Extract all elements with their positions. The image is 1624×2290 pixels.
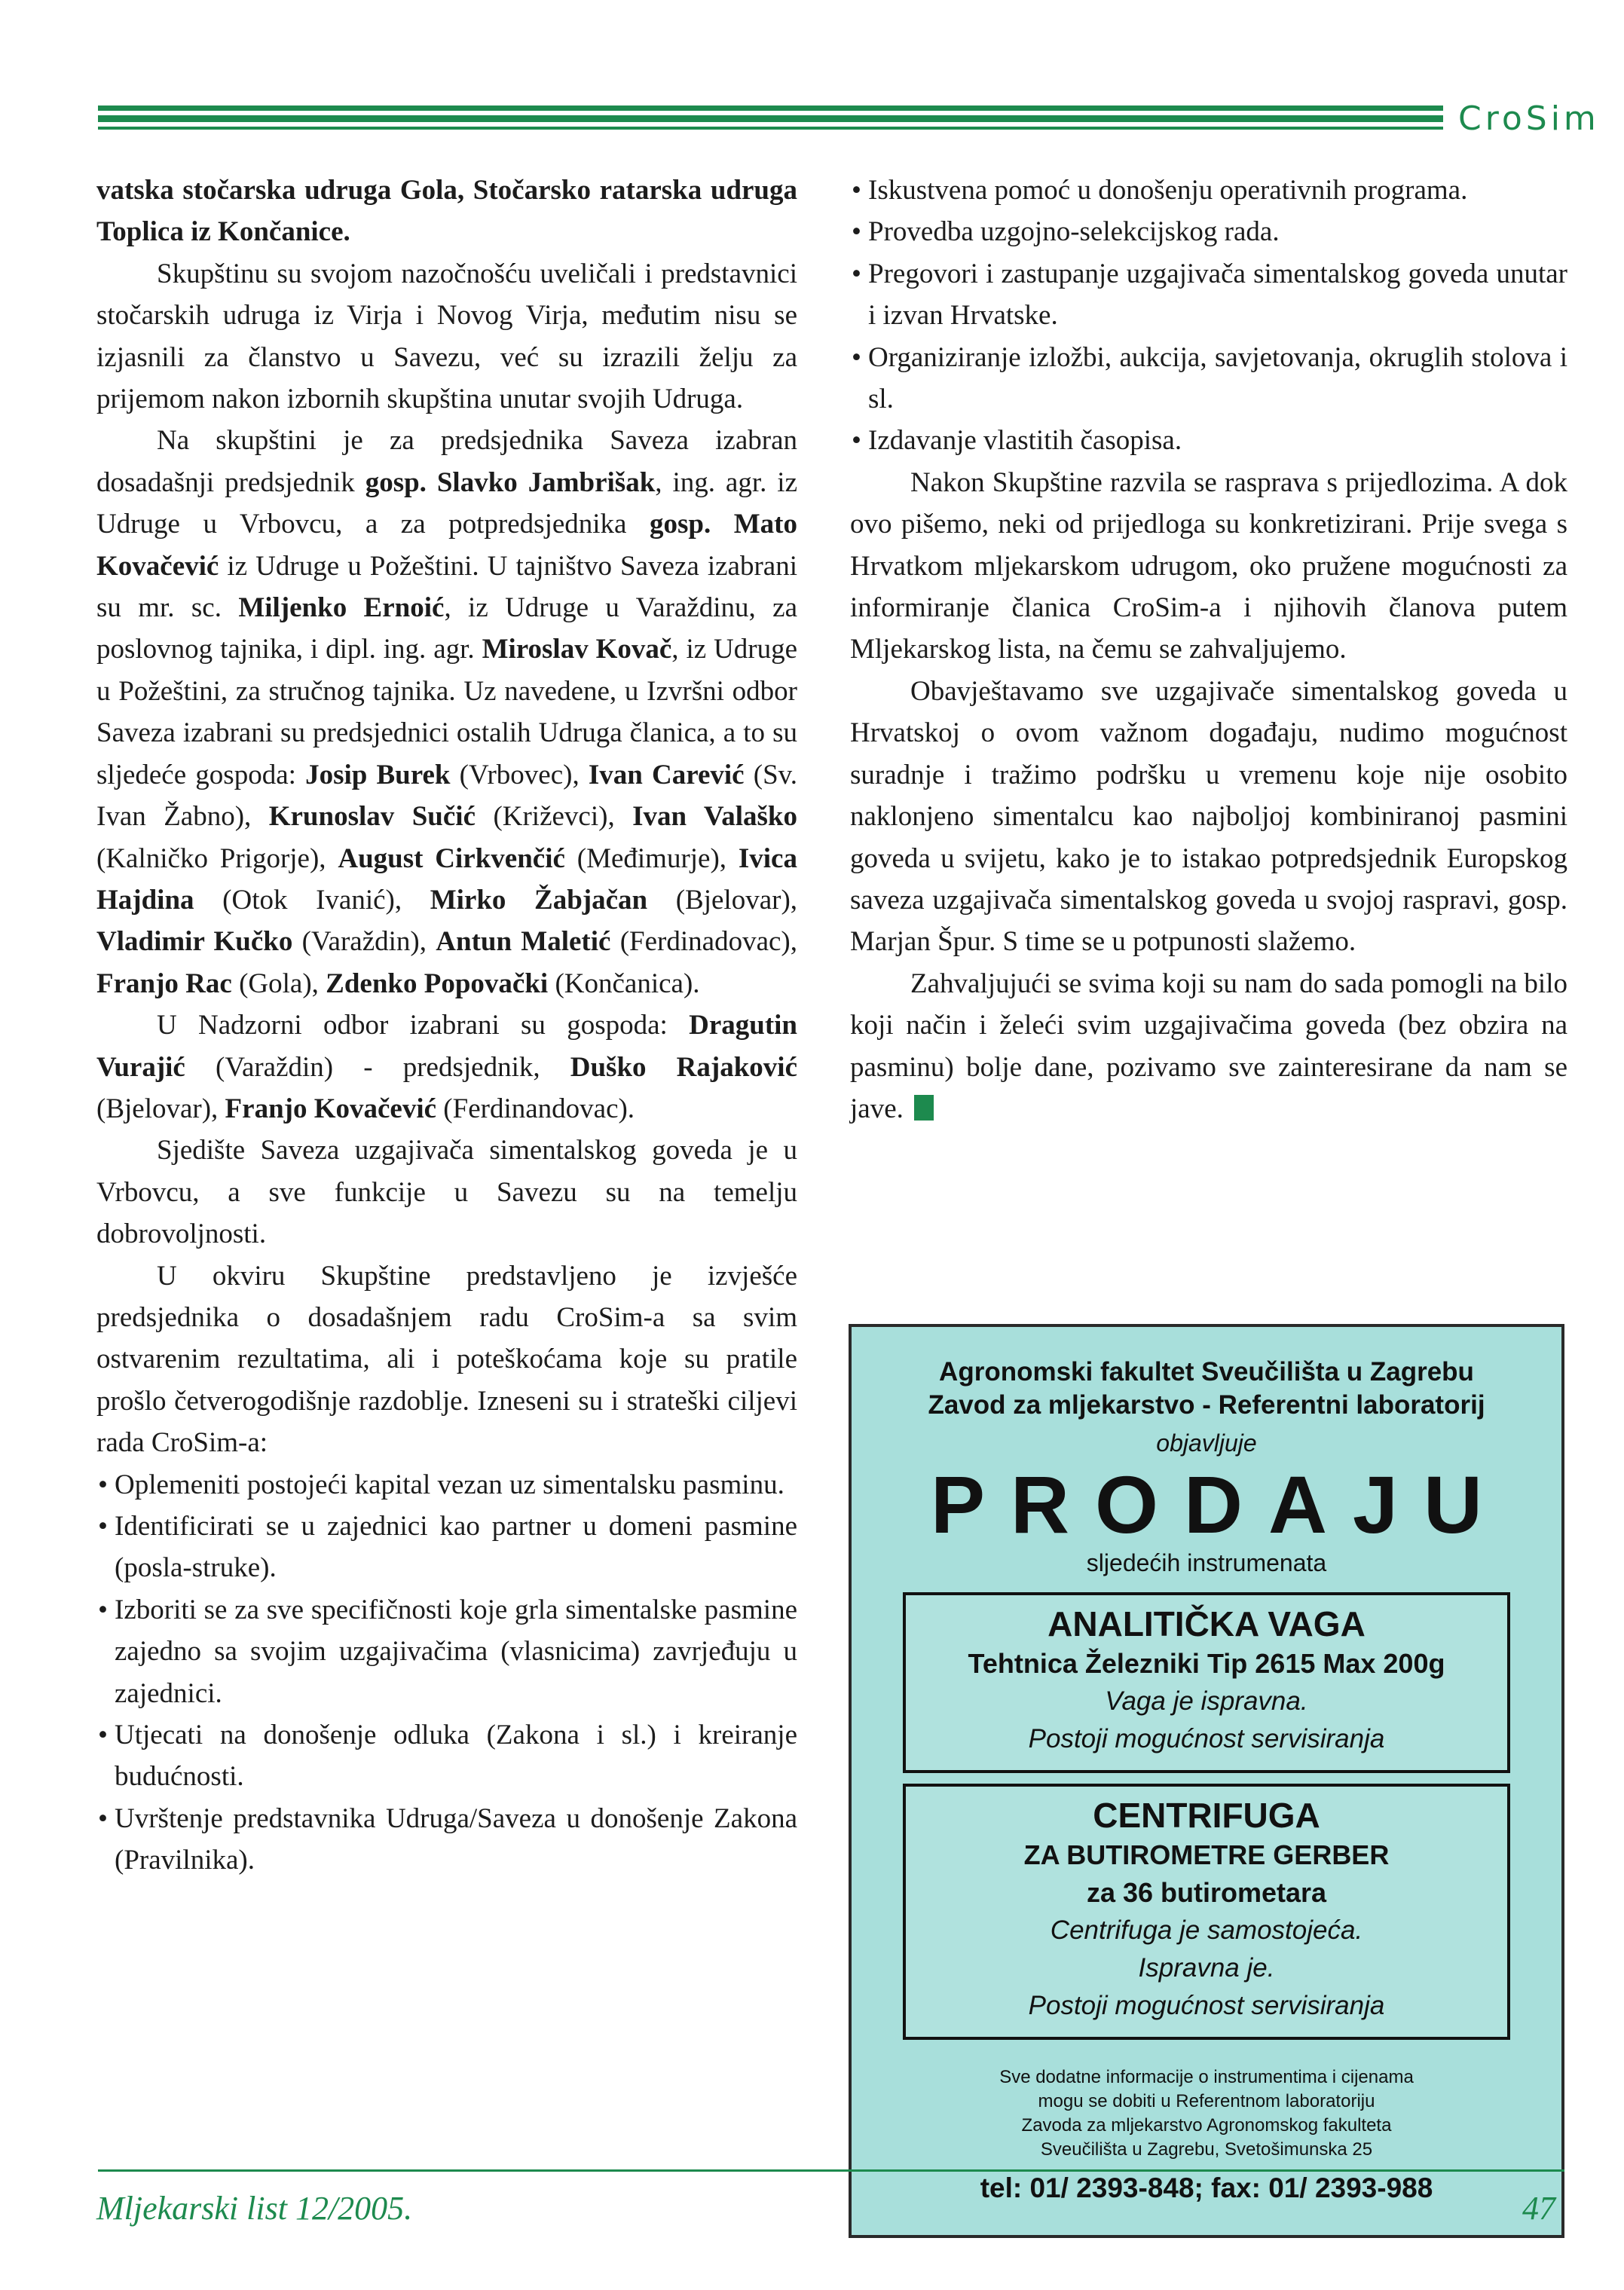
list-item: • Izboriti se za sve specifičnosti koje grla simentalske pasmine zajedno sa svojim uzgajivačima (vlasnicima) zavrjeđuju u zajednici. <box>96 1589 797 1714</box>
ad-subheadline: sljedećih instrumenata <box>1086 1549 1327 1576</box>
list-item: • Uvrštenje predstavnika Udruga/Saveza u donošenje Zakona (Pravilnika). <box>96 1798 797 1882</box>
ad-institution: Agronomski fakultet Sveučilišta u Zagrebu Zavod za mljekarstvo - Referentni laboratorij <box>928 1357 1485 1420</box>
article-end-mark <box>914 1095 934 1121</box>
list-item: • Iskustvena pomoć u donošenju operativnih programa. <box>850 170 1567 211</box>
journal-issue: Mljekarski list 12/2005. <box>96 2190 413 2227</box>
left-paragraph-3: Na skupštini je za predsjednika Saveza izabran dosadašnji predsjednik gosp. Slavko Jambrišak, ing. agr. iz Udruge u Vrbovcu, a za potpredsjednika gosp. Mato Kovačević iz Udruge u Požeštini. U tajništvo Saveza izabrani su mr. sc. Miljenko Ernoić, iz Udruge u Varaždinu, za poslovnog tajnika, i dipl. ing. agr. Miroslav Kovač, iz Udruge u Požeštini, za stručnog tajnika. Uz navedene, u Izvršni odbor Saveza izabrani su predsjednici ostalih Udruga članica, a to su sljedeće gospoda: Josip Burek (Vrbovec), Ivan Carević (Sv. Ivan Žabno), Krunoslav Sučić (Križevci), Ivan Valaško (Kalničko Prigorje), August Cirkvenčić (Međimurje), Ivica Hajdina (Otok Ivanić), Mirko Žabjačan (Bjelovar), Vladimir Kučko (Varaždin), Antun Maletić (Ferdinadovac), Franjo Rac (Gola), Zdenko Popovački (Končanica). <box>96 425 798 999</box>
ad-item-title: ANALITIČKA VAGA <box>1047 1604 1366 1643</box>
ad-item-centrifuge: CENTRIFUGA ZA BUTIROMETRE GERBER za 36 butirometara Centrifuga je samostojeća. Ispravna je. Postoji mogućnost servisiranja <box>903 1784 1510 2040</box>
page-number: 47 <box>1522 2190 1555 2227</box>
ad-phone-fax: tel: 01/ 2393-848; fax: 01/ 2393-988 <box>980 2172 1433 2203</box>
footer-rule <box>98 2169 1564 2172</box>
left-paragraph-1: vatska stočarska udruga Gola, Stočarsko ratarska udruga Toplica iz Končanice. <box>96 175 797 248</box>
header-rule <box>98 105 1443 136</box>
list-item: • Provedba uzgojno-selekcijskog rada. <box>850 211 1567 252</box>
ad-item-scale: ANALITIČKA VAGA Tehtnica Železniki Tip 2615 Max 200g Vaga je ispravna. Postoji mogućnost servisiranja <box>903 1592 1510 1773</box>
list-item: • Pregovori i zastupanje uzgajivača simentalskog goveda unutar i izvan Hrvatske. <box>850 253 1567 337</box>
header-brand: CroSim <box>1458 99 1600 138</box>
right-paragraph-3: Zahvaljujući se svima koji su nam do sada pomogli na bilo koji način i želeći svim uzgajivačima goveda (bez obzira na pasminu) bolje dane, pozivamo sve zainteresirane da nam se jave. <box>850 968 1567 1124</box>
list-item: • Oplemeniti postojeći kapital vezan uz simentalsku pasminu. <box>96 1464 797 1506</box>
ad-contact-info: Sve dodatne informacije o instrumentima i cijenama mogu se dobiti u Referentnom laboratoriju Zavoda za mljekarstvo Agronomskog fakulteta Sveučilišta u Zagrebu, Svetošimunska 25 <box>999 2067 1414 2160</box>
ad-item-title: CENTRIFUGA <box>1093 1796 1320 1835</box>
right-paragraph-1: Nakon Skupštine razvila se rasprava s prijedlozima. A dok ovo pišemo, neki od prijedloga su konkretizirani. Prije svega s Hrvatkom mljekarskom udrugom, oko pružene mogućnosti za informiranje članica CroSim-a i njihovih članova putem Mljekarskog lista, na čemu se zahvaljujemo. <box>850 466 1567 665</box>
advertisement <box>849 1324 1564 2238</box>
list-item: • Utjecati na donošenje odluka (Zakona i sl.) i kreiranje budućnosti. <box>96 1714 797 1798</box>
ad-publishes: objavljuje <box>1156 1429 1257 1457</box>
list-item: • Organiziranje izložbi, aukcija, savjetovanja, okruglih stolova i sl. <box>850 337 1567 420</box>
ad-headline: PRODAJU <box>930 1459 1509 1550</box>
left-paragraph-6: U okviru Skupštine predstavljeno je izvješće predsjednika o dosadašnjem radu CroSim-a sa svim ostvarenim rezultatima, ali i poteškoćama koje su pratile prošlo četverogodišnje razdoblje. Izneseni su i strateški ciljevi rada CroSim-a: <box>96 1260 797 1459</box>
list-item: • Identificirati se u zajednici kao partner u domeni pasmine (posla-struke). <box>96 1506 797 1589</box>
left-goal-list <box>96 1464 797 1882</box>
left-paragraph-5: Sjedište Saveza uzgajivača simentalskog goveda je u Vrbovcu, a sve funkcije u Savezu su na temelju dobrovoljnosti. <box>96 1135 797 1250</box>
right-column <box>850 170 1567 1130</box>
list-item: • Izdavanje vlastitih časopisa. <box>850 420 1567 461</box>
left-paragraph-2: Skupštinu su svojom nazočnošću uveličali i predstavnici stočarskih udruga iz Virja i Novog Virja, međutim nisu se izjasnili za članstvo u Savezu, već su izrazili želju za prijemom nakon izbornih skupština unutar svojih Udruga. <box>96 258 797 415</box>
right-goal-list <box>850 170 1567 462</box>
left-column <box>96 170 797 1882</box>
left-paragraph-4: U Nadzorni odbor izabrani su gospoda: Dragutin Vurajić (Varaždin) - predsjednik, Duško Rajaković (Bjelovar), Franjo Kovačević (Ferdinandovac). <box>96 1010 797 1124</box>
right-paragraph-2: Obavještavamo sve uzgajivače simentalskog goveda u Hrvatskoj o ovom važnom događaju, nudimo mogućnost suradnje i tražimo podršku u vremenu koje nije osobito naklonjeno simentalcu kao najboljoj kombiniranoj pasmini goveda u svijetu, kako je to istakao potpredsjednik Europskog saveza uzgajivača simentalskog goveda u svojoj raspravi, gosp. Marjan Špur. S time se u potpunosti slažemo. <box>850 675 1567 958</box>
